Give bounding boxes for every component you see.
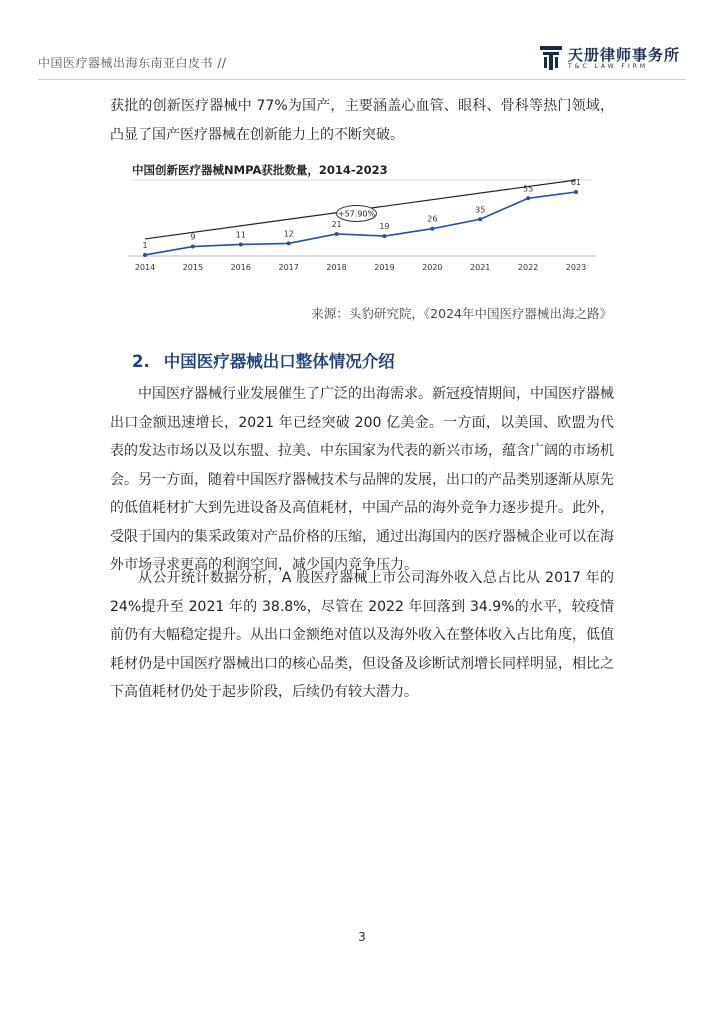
data-label: 26 — [427, 214, 438, 224]
data-label: 19 — [379, 222, 390, 232]
paragraph-text: 中国医疗器械行业发展催生了广泛的出海需求。新冠疫情期间，中国医疗器械出口金额迅速增长，2021 年已经突破 200 亿美金。一方面，以美国、欧盟为代表的发达市场以及以东盟、拉美、中东国家为代表的新兴市场，蕴含广阔的市场机会。另一方面，随着中国医疗器械技术与品牌的发展，出口的产品类别逐渐从原先的低值耗材扩大到先进设备及高值耗材，中国产品的海外竞争力逐步提升。此外，受限于国内的集采政策对产品价格的压缩，通过出海国内的医疗器械企业可以在海外市场寻求更高的利润空间，减少国内竞争压力。 — [110, 386, 614, 573]
x-tick-label: 2020 — [422, 263, 443, 272]
data-label: 55 — [523, 184, 534, 194]
data-point — [191, 245, 195, 249]
x-tick-label: 2015 — [182, 263, 204, 272]
logo-english-name: T&C LAW FIRM — [568, 63, 649, 70]
data-point — [526, 196, 530, 200]
chart-title: 中国创新医疗器械NMPA获批数量，2014-2023 — [132, 163, 388, 177]
data-point — [287, 241, 291, 245]
data-point — [335, 232, 339, 236]
body-paragraph-1 — [110, 380, 614, 580]
data-point — [239, 242, 243, 246]
data-label: 61 — [570, 178, 582, 187]
x-tick-label: 2021 — [470, 263, 491, 272]
data-label: 11 — [235, 230, 246, 240]
logo-chinese-name: 天册律师事务所 — [568, 46, 681, 64]
document-title: 中国医疗器械出海东南亚白皮书 // — [38, 56, 227, 70]
x-tick-label: 2022 — [517, 263, 539, 272]
law-firm-logo — [540, 44, 690, 72]
section-title-text: 中国医疗器械出口整体情况介绍 — [163, 352, 395, 371]
page-number: 3 — [358, 930, 366, 944]
tc-logo-icon — [540, 46, 562, 70]
data-label: 35 — [475, 205, 486, 215]
x-tick-label: 2014 — [134, 263, 156, 272]
data-label: 9 — [190, 232, 196, 242]
x-tick-label: 2023 — [565, 263, 587, 272]
data-point — [430, 227, 434, 231]
series-line — [145, 192, 576, 255]
line-chart-svg — [120, 152, 604, 282]
x-tick-label: 2018 — [326, 263, 347, 272]
data-label: 12 — [283, 229, 294, 239]
paragraph-text: 从公开统计数据分析，A 股医疗器械上市公司海外收入总占比从 2017 年的 24%提升至 2021 年的 38.8%，尽管在 2022 年回落到 34.9%的水平，较疫情前仍有大幅稳定提升。从出口金额绝对值以及海外收入在整体收入占比角度，低值耗材仍是中国医疗器械出口的核心品类，但设备及诊断试剂增长同样明显，相比之下高值耗材仍处于起步阶段，后续仍有较大潜力。 — [110, 570, 614, 700]
data-point — [143, 253, 147, 257]
data-point — [574, 190, 578, 194]
annotation-label: +57.90% — [337, 209, 376, 219]
header-divider — [38, 79, 686, 80]
data-point — [478, 217, 482, 221]
section-number: 2. — [132, 352, 150, 371]
x-tick-label: 2019 — [374, 263, 395, 272]
data-label: 1 — [142, 240, 148, 250]
nmpa-approval-chart — [120, 152, 604, 282]
source-note: 来源：头豹研究院，《2024年中国医疗器械出海之路》 — [311, 306, 612, 321]
body-paragraph-2 — [110, 564, 614, 707]
x-tick-label: 2016 — [230, 263, 251, 272]
intro-text: 获批的创新医疗器械中 77%为国产，主要涵盖心血管、眼科、骨科等热门领域，凸显了国产医疗器械在创新能力上的不断突破。 — [110, 98, 614, 143]
section-heading — [132, 348, 395, 372]
intro-paragraph — [110, 92, 614, 149]
data-label: 21 — [331, 219, 342, 229]
x-tick-label: 2017 — [278, 263, 299, 272]
data-point — [382, 234, 386, 238]
